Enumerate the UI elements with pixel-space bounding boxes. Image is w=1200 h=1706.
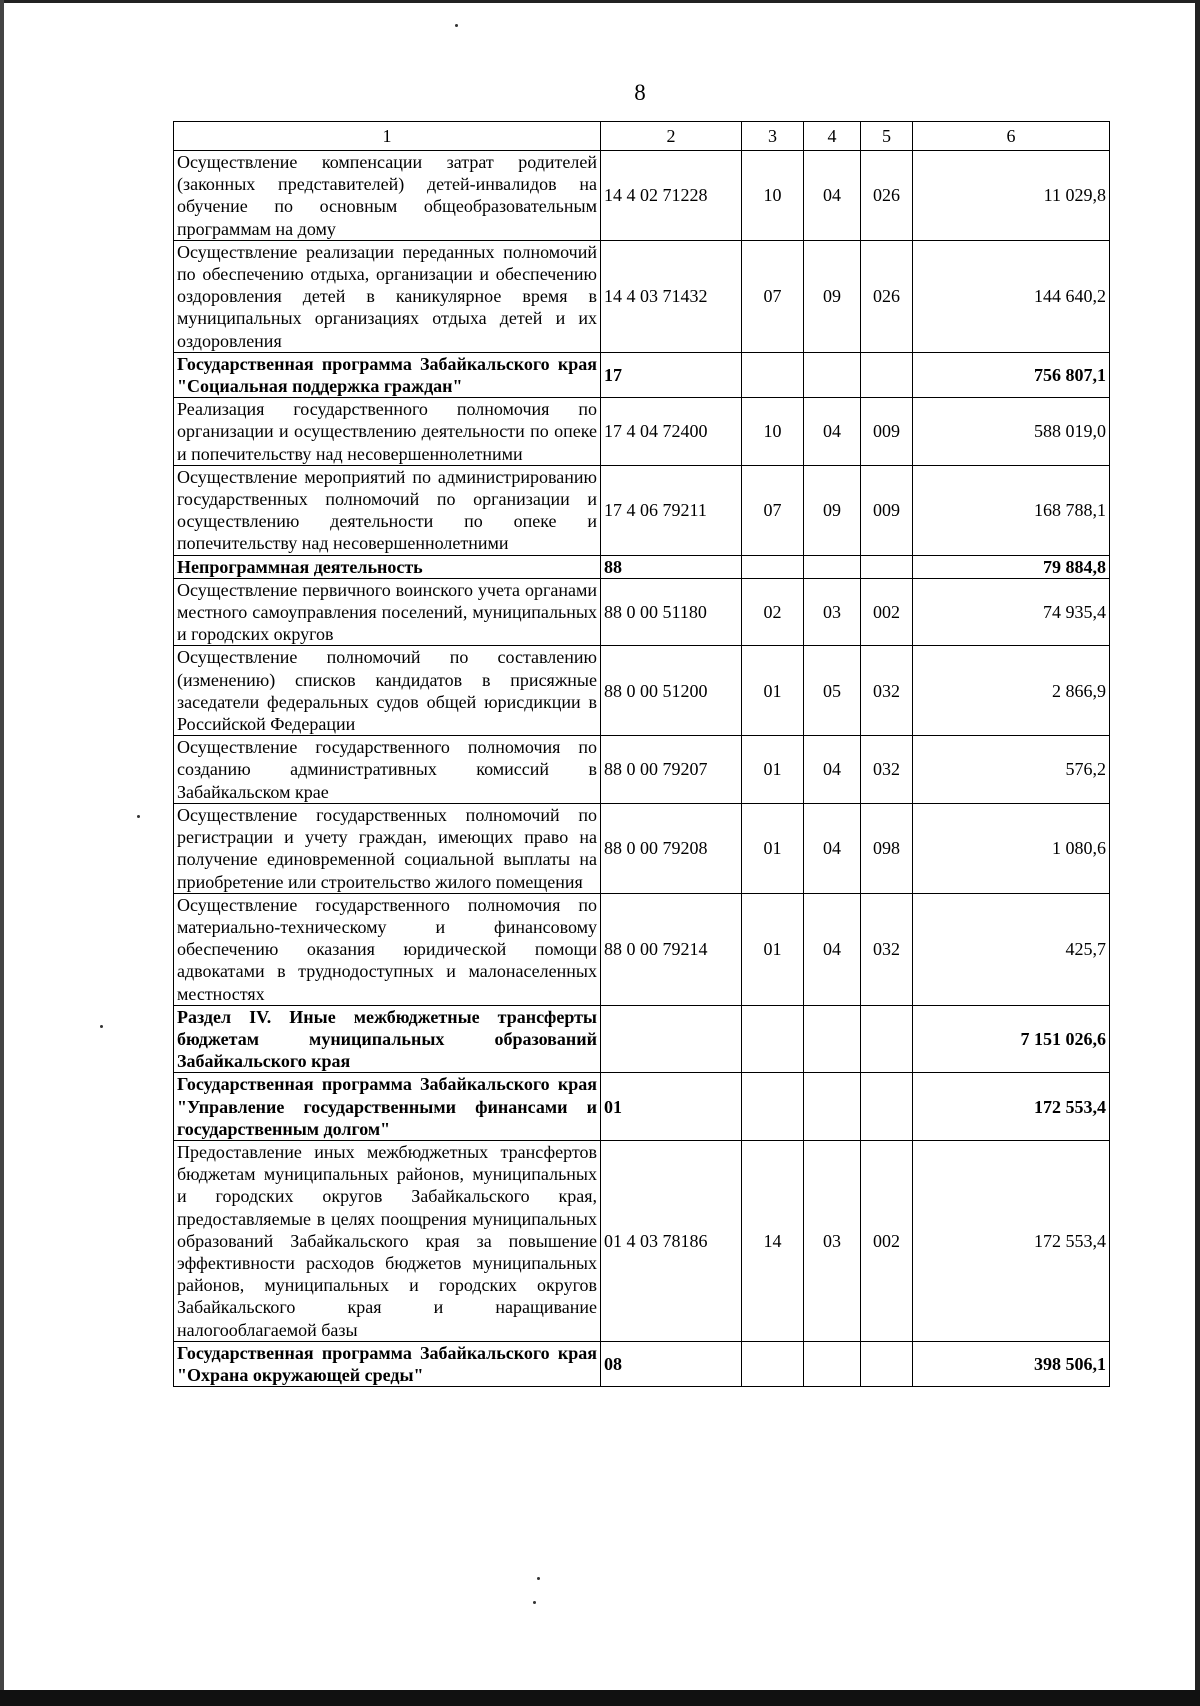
table-row	[174, 736, 1110, 804]
row-code-cell: 01 4 03 78186	[601, 1140, 742, 1341]
table-header-row	[174, 122, 1110, 151]
row-section-cell: 01	[742, 803, 804, 893]
row-amount-cell: 144 640,2	[913, 240, 1110, 352]
row-section-cell: 01	[742, 736, 804, 804]
row-amount-cell: 172 553,4	[913, 1140, 1110, 1341]
column-header: 2	[601, 122, 742, 151]
row-code-cell: 88 0 00 79214	[601, 893, 742, 1005]
row-amount-cell: 7 151 026,6	[913, 1005, 1110, 1073]
row-type-cell: 032	[861, 646, 913, 736]
row-section-cell: 07	[742, 465, 804, 555]
row-name-cell: Непрограммная деятельность	[174, 555, 601, 578]
row-type-cell: 009	[861, 398, 913, 466]
table-row	[174, 893, 1110, 1005]
row-amount-cell: 74 935,4	[913, 578, 1110, 646]
row-subsection-cell: 04	[804, 398, 861, 466]
row-subsection-cell: 04	[804, 151, 861, 241]
row-amount-cell: 1 080,6	[913, 803, 1110, 893]
row-section-cell	[742, 555, 804, 578]
scan-edge-bottom	[0, 1690, 1200, 1706]
row-code-cell: 01	[601, 1073, 742, 1141]
scan-speck	[533, 1601, 536, 1604]
row-amount-cell: 172 553,4	[913, 1073, 1110, 1141]
row-type-cell: 002	[861, 1140, 913, 1341]
row-type-cell	[861, 1005, 913, 1073]
table-row	[174, 465, 1110, 555]
row-amount-cell: 588 019,0	[913, 398, 1110, 466]
row-name-cell: Осуществление компенсации затрат родителей (законных представителей) детей-инвалидов на обучение по основным общеобразовательным программам на дому	[174, 151, 601, 241]
row-name-cell: Раздел IV. Иные межбюджетные трансферты бюджетам муниципальных образований Забайкальского края	[174, 1005, 601, 1073]
row-subsection-cell: 04	[804, 803, 861, 893]
row-type-cell: 032	[861, 893, 913, 1005]
row-section-cell: 10	[742, 398, 804, 466]
row-code-cell: 17 4 06 79211	[601, 465, 742, 555]
row-subsection-cell	[804, 555, 861, 578]
column-header: 4	[804, 122, 861, 151]
table-row	[174, 1140, 1110, 1341]
row-name-cell: Осуществление государственного полномочия по созданию административных комиссий в Забайкальском крае	[174, 736, 601, 804]
row-amount-cell: 11 029,8	[913, 151, 1110, 241]
row-name-cell: Государственная программа Забайкальского края "Социальная поддержка граждан"	[174, 352, 601, 397]
row-type-cell: 026	[861, 240, 913, 352]
row-section-cell: 02	[742, 578, 804, 646]
row-subsection-cell: 09	[804, 465, 861, 555]
row-section-cell: 01	[742, 893, 804, 1005]
table-row	[174, 1005, 1110, 1073]
row-name-cell: Осуществление реализации переданных полномочий по обеспечению отдыха, организации и обеспечению оздоровления детей в каникулярное время в муниципальных организациях отдыха детей и их оздоровления	[174, 240, 601, 352]
row-section-cell	[742, 1341, 804, 1386]
row-section-cell	[742, 1073, 804, 1141]
row-code-cell: 88 0 00 79208	[601, 803, 742, 893]
row-amount-cell: 576,2	[913, 736, 1110, 804]
table-row	[174, 151, 1110, 241]
row-code-cell: 14 4 02 71228	[601, 151, 742, 241]
table-row	[174, 1341, 1110, 1386]
table-row	[174, 646, 1110, 736]
budget-table	[173, 121, 1110, 1387]
row-name-cell: Государственная программа Забайкальского края "Управление государственными финансами и государственным долгом"	[174, 1073, 601, 1141]
row-type-cell: 032	[861, 736, 913, 804]
column-header: 3	[742, 122, 804, 151]
row-type-cell: 002	[861, 578, 913, 646]
row-subsection-cell	[804, 352, 861, 397]
row-amount-cell: 168 788,1	[913, 465, 1110, 555]
table-row	[174, 398, 1110, 466]
budget-table-body	[174, 122, 1110, 1387]
row-name-cell: Осуществление полномочий по составлению (изменению) списков кандидатов в присяжные заседатели федеральных судов общей юрисдикции в Российской Федерации	[174, 646, 601, 736]
row-code-cell: 17 4 04 72400	[601, 398, 742, 466]
row-code-cell: 14 4 03 71432	[601, 240, 742, 352]
row-type-cell: 009	[861, 465, 913, 555]
row-subsection-cell: 09	[804, 240, 861, 352]
row-amount-cell: 425,7	[913, 893, 1110, 1005]
row-type-cell	[861, 1341, 913, 1386]
row-code-cell: 17	[601, 352, 742, 397]
row-code-cell: 88	[601, 555, 742, 578]
column-header: 1	[174, 122, 601, 151]
row-code-cell	[601, 1005, 742, 1073]
row-subsection-cell	[804, 1073, 861, 1141]
row-section-cell: 01	[742, 646, 804, 736]
row-amount-cell: 79 884,8	[913, 555, 1110, 578]
row-section-cell: 07	[742, 240, 804, 352]
row-subsection-cell: 03	[804, 1140, 861, 1341]
row-amount-cell: 756 807,1	[913, 352, 1110, 397]
row-subsection-cell: 03	[804, 578, 861, 646]
table-row	[174, 352, 1110, 397]
scan-edge-top	[0, 0, 1200, 3]
page-number: 8	[634, 80, 646, 105]
scan-speck	[100, 1025, 103, 1028]
scan-edge-left	[0, 0, 4, 1706]
row-section-cell	[742, 352, 804, 397]
row-name-cell: Осуществление первичного воинского учета органами местного самоуправления поселений, муниципальных и городских округов	[174, 578, 601, 646]
row-name-cell: Осуществление государственного полномочия по материально-техническому и финансовому обеспечению оказания юридической помощи адвокатами в труднодоступных и малонаселенных местностях	[174, 893, 601, 1005]
row-section-cell: 14	[742, 1140, 804, 1341]
row-type-cell	[861, 555, 913, 578]
table-row	[174, 1073, 1110, 1141]
row-subsection-cell	[804, 1341, 861, 1386]
scan-speck	[137, 815, 140, 818]
row-code-cell: 88 0 00 79207	[601, 736, 742, 804]
scan-speck	[537, 1577, 540, 1580]
row-section-cell	[742, 1005, 804, 1073]
row-subsection-cell: 04	[804, 893, 861, 1005]
table-row	[174, 240, 1110, 352]
row-amount-cell: 2 866,9	[913, 646, 1110, 736]
row-name-cell: Государственная программа Забайкальского края "Охрана окружающей среды"	[174, 1341, 601, 1386]
row-subsection-cell: 04	[804, 736, 861, 804]
row-name-cell: Осуществление государственных полномочий по регистрации и учету граждан, имеющих право на получение единовременной социальной выплаты на приобретение или строительство жилого помещения	[174, 803, 601, 893]
row-code-cell: 88 0 00 51200	[601, 646, 742, 736]
row-name-cell: Осуществление мероприятий по администрированию государственных полномочий по организации и осуществлению деятельности по опеке и попечительству над несовершеннолетними	[174, 465, 601, 555]
scan-edge-right	[1195, 0, 1200, 1706]
row-type-cell: 098	[861, 803, 913, 893]
row-type-cell: 026	[861, 151, 913, 241]
table-row	[174, 803, 1110, 893]
row-subsection-cell: 05	[804, 646, 861, 736]
column-header: 5	[861, 122, 913, 151]
row-section-cell: 10	[742, 151, 804, 241]
column-header: 6	[913, 122, 1110, 151]
row-name-cell: Реализация государственного полномочия по организации и осуществлению деятельности по опеке и попечительству над несовершеннолетними	[174, 398, 601, 466]
table-row	[174, 555, 1110, 578]
row-subsection-cell	[804, 1005, 861, 1073]
row-code-cell: 08	[601, 1341, 742, 1386]
row-code-cell: 88 0 00 51180	[601, 578, 742, 646]
row-amount-cell: 398 506,1	[913, 1341, 1110, 1386]
row-type-cell	[861, 1073, 913, 1141]
scan-speck	[455, 24, 458, 27]
row-name-cell: Предоставление иных межбюджетных трансфертов бюджетам муниципальных районов, муниципальных и городских округов Забайкальского края, предоставляемые в целях поощрения муниципальных образований Забайкальского края за повышение эффективности расходов бюджетов муниципальных районов, муниципальных и городских округов Забайкальского края и наращивание налогооблагаемой базы	[174, 1140, 601, 1341]
table-row	[174, 578, 1110, 646]
row-type-cell	[861, 352, 913, 397]
